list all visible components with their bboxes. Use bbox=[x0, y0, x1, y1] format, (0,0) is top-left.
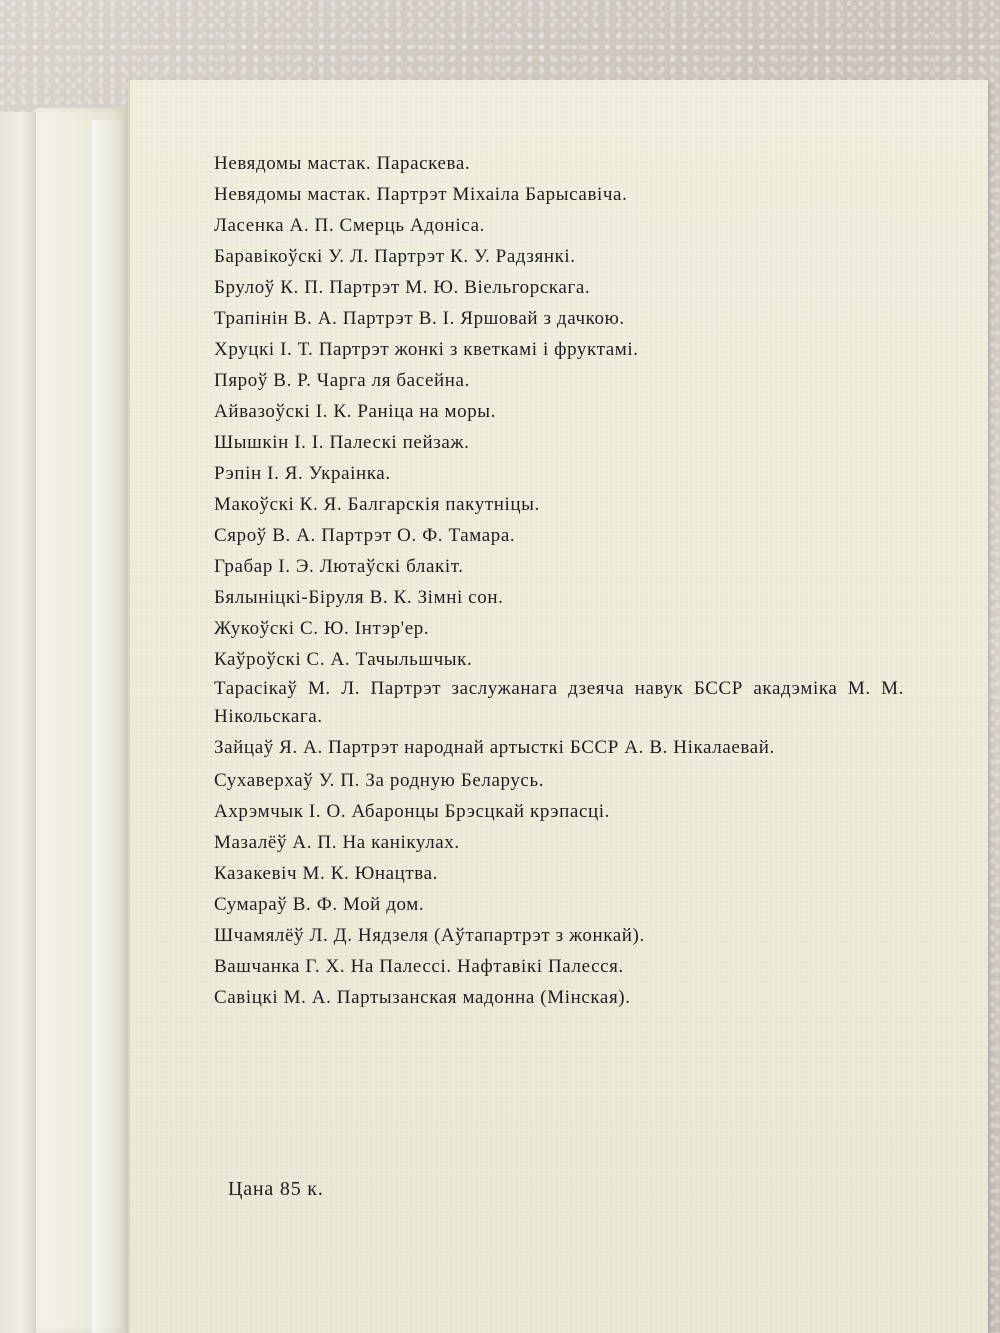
list-item: Макоўскі К. Я. Балгарскія пакутніцы. bbox=[214, 494, 540, 515]
spine-fold bbox=[92, 120, 124, 1333]
list-item: Айвазоўскі І. К. Раніца на моры. bbox=[214, 401, 497, 422]
list-item: Жукоўскі С. Ю. Інтэр'ер. bbox=[214, 618, 430, 639]
list-item: Вашчанка Г. Х. На Палессі. Нафтавікі Палесся. bbox=[214, 956, 624, 977]
list-item: Сумараў В. Ф. Мой дом. bbox=[214, 894, 425, 915]
list-item: Савіцкі М. А. Партызанская мадонна (Мінская). bbox=[214, 987, 631, 1008]
list-item: Невядомы мастак. Параскева. bbox=[214, 153, 471, 174]
list-item: Хруцкі І. Т. Партрэт жонкі з кветкамі і фруктамі. bbox=[214, 339, 639, 360]
list-item: Тарасікаў М. Л. Партрэт заслужанага дзеяча навук БССР акадэміка М. М. Нікольскага. bbox=[214, 678, 904, 727]
list-item: Трапінін В. А. Партрэт В. І. Яршовай з дачкою. bbox=[214, 308, 625, 329]
list-item: Мазалёў А. П. На канікулах. bbox=[214, 832, 460, 853]
printed-page bbox=[128, 80, 988, 1333]
list-item: Сяроў В. А. Партрэт О. Ф. Тамара. bbox=[214, 525, 516, 546]
list-item: Брулоў К. П. Партрэт М. Ю. Віельгорскага. bbox=[214, 277, 591, 298]
list-item: Ахрэмчык І. О. Абаронцы Брэсцкай крэпасці. bbox=[214, 801, 610, 822]
artwork-list bbox=[214, 148, 904, 1013]
album-cover-edge bbox=[0, 112, 37, 1333]
price-label: Цана 85 к. bbox=[228, 1178, 324, 1200]
list-item: Баравікоўскі У. Л. Партрэт К. У. Радзянкі. bbox=[214, 246, 576, 267]
list-item: Рэпін І. Я. Украінка. bbox=[214, 463, 391, 484]
list-item: Шышкін І. І. Палескі пейзаж. bbox=[214, 432, 470, 453]
list-item: Казакевіч М. К. Юнацтва. bbox=[214, 863, 439, 884]
list-item: Грабар І. Э. Лютаўскі блакіт. bbox=[214, 556, 464, 577]
list-item: Пяроў В. Р. Чарга ля басейна. bbox=[214, 370, 470, 391]
list-item: Зайцаў Я. А. Партрэт народнай артысткі БССР А. В. Нікалаевай. bbox=[214, 737, 775, 758]
list-item: Сухаверхаў У. П. За родную Беларусь. bbox=[214, 770, 545, 791]
list-item: Шчамялёў Л. Д. Нядзеля (Аўтапартрэт з жонкай). bbox=[214, 925, 645, 946]
list-item: Бялыніцкі-Біруля В. К. Зімні сон. bbox=[214, 587, 504, 608]
list-item: Ласенка А. П. Смерць Адоніса. bbox=[214, 215, 485, 236]
list-item: Невядомы мастак. Партрэт Міхаіла Барысавіча. bbox=[214, 184, 628, 205]
list-item: Каўроўскі С. А. Тачыльшчык. bbox=[214, 649, 473, 670]
